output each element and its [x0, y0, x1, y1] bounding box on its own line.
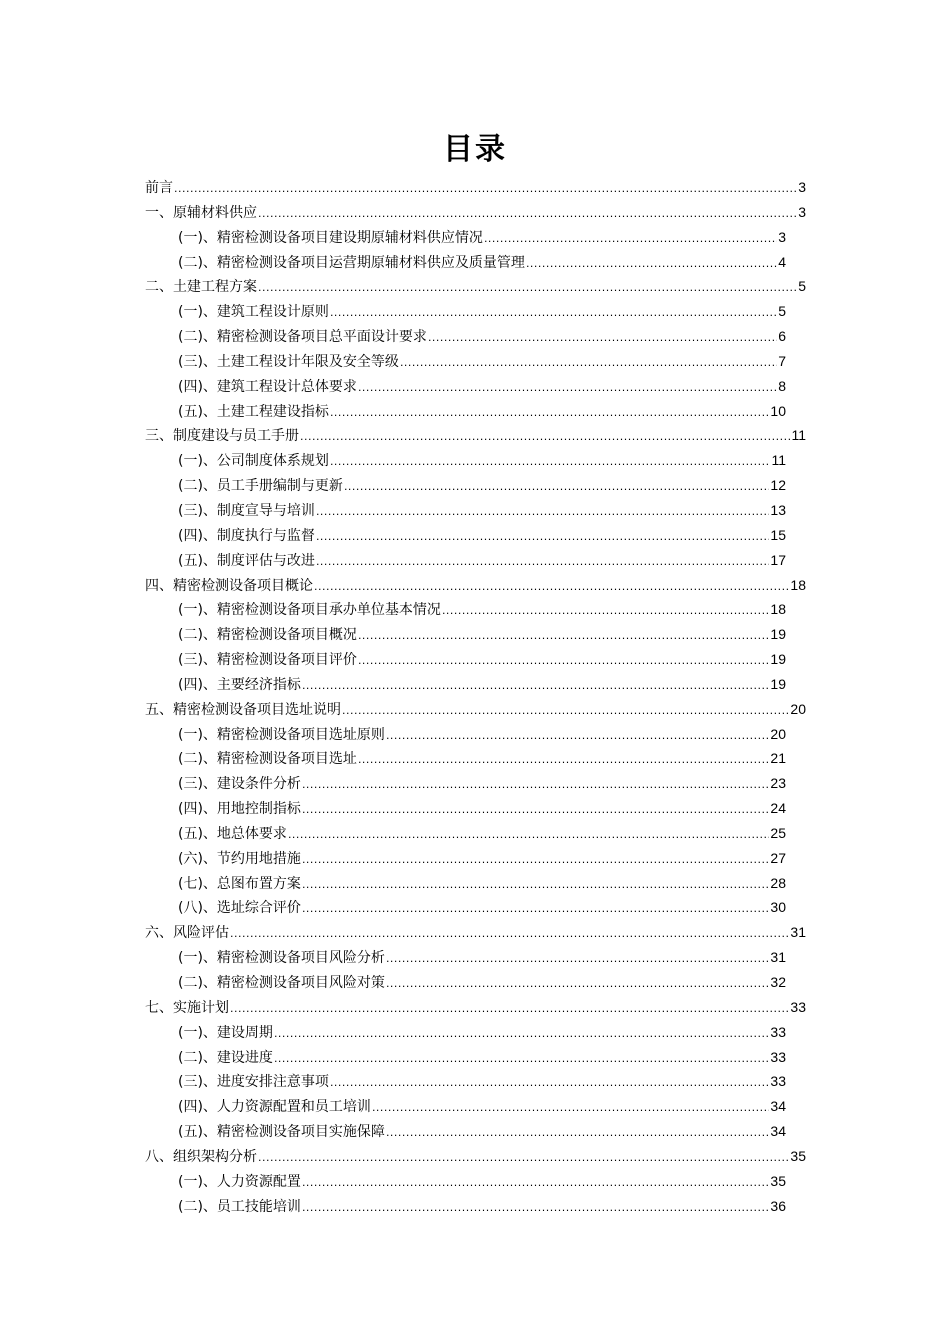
toc-section-entry[interactable] [145, 1094, 806, 1119]
toc-page-number: 6 [778, 328, 786, 345]
toc-dot-leader [302, 674, 769, 699]
toc-page-number: 13 [770, 501, 786, 518]
toc-page-number: 3 [778, 228, 786, 245]
toc-entry-label: (一)、精密检测设备项目建设期原辅材料供应情况 [178, 229, 483, 246]
toc-entry-label: (二)、员工技能培训 [178, 1198, 301, 1215]
toc-entry-label: (六)、节约用地措施 [178, 850, 301, 867]
toc-dot-leader [302, 773, 769, 798]
toc-section-entry[interactable] [145, 722, 806, 747]
toc-dot-leader [428, 326, 777, 351]
toc-chapter-entry[interactable] [145, 423, 806, 448]
toc-page-number: 20 [770, 725, 786, 742]
toc-section-entry[interactable] [145, 225, 806, 250]
toc-dot-leader [400, 351, 777, 376]
toc-page-number: 28 [770, 874, 786, 891]
toc-page-number: 35 [790, 1147, 806, 1164]
toc-section-entry[interactable] [145, 871, 806, 896]
toc-dot-leader [316, 550, 769, 575]
toc-page-number: 3 [798, 179, 806, 195]
toc-section-entry[interactable] [145, 399, 806, 424]
toc-entry-label: (五)、土建工程建设指标 [178, 403, 329, 420]
toc-page-number: 12 [770, 477, 786, 494]
toc-page-number: 5 [778, 303, 786, 320]
toc-page-number: 10 [770, 402, 786, 419]
toc-entry-label: (四)、用地控制指标 [178, 801, 301, 818]
toc-page-number: 33 [770, 1073, 786, 1090]
toc-dot-leader [358, 748, 769, 773]
toc-section-entry[interactable] [145, 473, 806, 498]
toc-section-entry[interactable] [145, 622, 806, 647]
toc-entry-label: (二)、精密检测设备项目运营期原辅材料供应及质量管理 [178, 254, 525, 271]
toc-dot-leader [302, 897, 769, 922]
toc-page-number: 32 [770, 974, 786, 990]
toc-entry-label: (四)、人力资源配置和员工培训 [178, 1099, 371, 1116]
toc-section-entry[interactable] [145, 1194, 806, 1219]
toc-dot-leader [330, 301, 777, 326]
toc-page-number: 18 [790, 576, 806, 593]
toc-section-entry[interactable] [145, 796, 806, 821]
toc-chapter-entry[interactable] [145, 697, 806, 722]
toc-page-number: 33 [790, 998, 806, 1015]
toc-entry-label: 三、制度建设与员工手册 [145, 428, 299, 445]
toc-dot-leader [526, 252, 777, 277]
toc-section-entry[interactable] [145, 647, 806, 672]
toc-dot-leader [274, 1022, 769, 1047]
toc-section-entry[interactable] [145, 746, 806, 771]
toc-dot-leader [442, 599, 769, 624]
toc-entry-label: (四)、主要经济指标 [178, 676, 301, 693]
toc-entry-label: (四)、建筑工程设计总体要求 [178, 378, 357, 395]
toc-page-number: 30 [770, 899, 786, 916]
toc-page-number: 7 [778, 352, 786, 369]
toc-dot-leader [300, 425, 790, 450]
toc-entry-label: (二)、建设进度 [178, 1049, 273, 1066]
toc-entry-label: (五)、制度评估与改进 [178, 552, 315, 569]
toc-dot-leader [316, 525, 769, 550]
toc-section-entry[interactable] [145, 523, 806, 548]
toc-chapter-entry[interactable] [145, 995, 806, 1020]
toc-section-entry[interactable] [145, 672, 806, 697]
toc-page-number: 15 [770, 526, 786, 543]
toc-section-entry[interactable] [145, 846, 806, 871]
toc-entry-label: (三)、建设条件分析 [178, 776, 301, 793]
toc-entry-label: (三)、制度宣导与培训 [178, 502, 315, 519]
toc-section-entry[interactable] [145, 895, 806, 920]
toc-page-number: 31 [770, 949, 786, 966]
page-title: 目录 [443, 132, 507, 167]
toc-entry-label: 二、土建工程方案 [145, 279, 257, 296]
toc-page-number: 34 [770, 1123, 786, 1140]
toc-page-number: 4 [778, 253, 786, 270]
toc-dot-leader [386, 972, 769, 997]
toc-entry-label: (二)、精密检测设备项目选址 [178, 751, 357, 768]
toc-page-number: 34 [770, 1098, 786, 1115]
toc-section-entry[interactable] [145, 945, 806, 970]
toc-dot-leader [314, 575, 789, 600]
toc-dot-leader [258, 276, 797, 301]
toc-page-number: 17 [770, 551, 786, 568]
toc-dot-leader [358, 649, 769, 674]
toc-chapter-entry[interactable] [145, 573, 806, 598]
toc-section-entry[interactable] [145, 498, 806, 523]
toc-entry-label: (二)、员工手册编制与更新 [178, 478, 343, 495]
toc-dot-leader [174, 177, 797, 202]
toc-entry-label: (五)、地总体要求 [178, 825, 287, 842]
table-of-contents [145, 175, 806, 1218]
toc-chapter-entry[interactable] [145, 920, 806, 945]
toc-page-number: 18 [770, 601, 786, 618]
toc-page-number: 31 [790, 924, 806, 941]
toc-section-entry[interactable] [145, 1119, 806, 1144]
toc-dot-leader [274, 1047, 769, 1072]
toc-page-number: 33 [770, 1023, 786, 1040]
toc-page-number: 27 [770, 849, 786, 866]
toc-section-entry[interactable] [145, 821, 806, 846]
toc-dot-leader [302, 798, 769, 823]
toc-chapter-entry[interactable] [145, 274, 806, 299]
toc-entry-label: (五)、精密检测设备项目实施保障 [178, 1124, 385, 1141]
toc-entry-label: (一)、精密检测设备项目承办单位基本情况 [178, 602, 441, 619]
toc-entry-label: (一)、建筑工程设计原则 [178, 304, 329, 321]
toc-dot-leader [358, 624, 769, 649]
toc-page-number: 25 [770, 824, 786, 841]
toc-entry-label: 五、精密检测设备项目选址说明 [145, 701, 341, 718]
toc-entry-label: (一)、建设周期 [178, 1024, 273, 1041]
toc-section-entry[interactable] [145, 597, 806, 622]
toc-section-entry[interactable] [145, 1045, 806, 1070]
toc-section-entry[interactable] [145, 548, 806, 573]
toc-entry-label: 一、原辅材料供应 [145, 204, 257, 221]
toc-section-entry[interactable] [145, 299, 806, 324]
toc-page-number: 24 [770, 800, 786, 817]
toc-entry-label: 前言 [145, 180, 173, 196]
toc-dot-leader [342, 699, 789, 724]
toc-page-number: 35 [770, 1172, 786, 1189]
toc-page-number: 21 [770, 750, 786, 767]
toc-section-entry[interactable] [145, 324, 806, 349]
toc-entry-label: (二)、精密检测设备项目总平面设计要求 [178, 329, 427, 346]
toc-dot-leader [258, 202, 797, 227]
toc-dot-leader [302, 873, 769, 898]
toc-entry-label: 四、精密检测设备项目概论 [145, 577, 313, 594]
toc-entry-label: (一)、人力资源配置 [178, 1173, 301, 1190]
toc-dot-leader [330, 1071, 769, 1096]
toc-dot-leader [302, 1196, 769, 1221]
toc-page-number: 20 [790, 700, 806, 717]
toc-chapter-entry[interactable] [145, 200, 806, 225]
toc-page-number: 19 [770, 651, 786, 668]
toc-page-number: 5 [798, 278, 806, 295]
toc-entry-label: (三)、土建工程设计年限及安全等级 [178, 353, 399, 370]
toc-entry-label: 七、实施计划 [145, 999, 229, 1016]
toc-page-number: 23 [770, 775, 786, 792]
toc-section-entry[interactable] [145, 1020, 806, 1045]
toc-entry-label: (八)、选址综合评价 [178, 900, 301, 917]
toc-page-number: 11 [771, 452, 786, 469]
toc-page-number: 33 [770, 1048, 786, 1065]
toc-page-number: 19 [770, 626, 786, 643]
toc-section-entry[interactable] [145, 374, 806, 399]
toc-dot-leader [330, 450, 771, 475]
toc-chapter-entry[interactable] [145, 175, 806, 200]
toc-dot-leader [302, 1171, 769, 1196]
toc-entry-label: 六、风险评估 [145, 925, 229, 942]
toc-dot-leader [288, 823, 769, 848]
toc-entry-label: (四)、制度执行与监督 [178, 527, 315, 544]
toc-entry-label: (一)、精密检测设备项目选址原则 [178, 726, 385, 743]
toc-page-number: 19 [770, 675, 786, 692]
toc-dot-leader [344, 475, 769, 500]
toc-dot-leader [330, 401, 769, 426]
toc-page-number: 36 [770, 1197, 786, 1214]
toc-entry-label: (一)、精密检测设备项目风险分析 [178, 950, 385, 967]
toc-dot-leader [230, 922, 789, 947]
toc-dot-leader [386, 724, 769, 749]
toc-dot-leader [372, 1096, 769, 1121]
toc-dot-leader [302, 848, 769, 873]
toc-section-entry[interactable] [145, 1069, 806, 1094]
toc-page-number: 3 [798, 203, 806, 220]
toc-dot-leader [386, 1121, 769, 1146]
toc-dot-leader [258, 1146, 789, 1171]
toc-entry-label: (三)、进度安排注意事项 [178, 1074, 329, 1091]
toc-section-entry[interactable] [145, 250, 806, 275]
toc-entry-label: (七)、总图布置方案 [178, 875, 301, 892]
toc-entry-label: (二)、精密检测设备项目风险对策 [178, 975, 385, 991]
toc-dot-leader [386, 947, 769, 972]
toc-entry-label: (一)、公司制度体系规划 [178, 453, 329, 470]
toc-section-entry[interactable] [145, 1169, 806, 1194]
toc-page-number: 8 [778, 377, 786, 394]
toc-dot-leader [358, 376, 777, 401]
toc-entry-label: (二)、精密检测设备项目概况 [178, 627, 357, 644]
toc-section-entry[interactable] [145, 349, 806, 374]
toc-section-entry[interactable] [145, 771, 806, 796]
toc-section-entry[interactable] [145, 970, 806, 995]
toc-dot-leader [230, 997, 789, 1022]
toc-entry-label: 八、组织架构分析 [145, 1148, 257, 1165]
toc-chapter-entry[interactable] [145, 1144, 806, 1169]
toc-dot-leader [484, 227, 777, 252]
toc-dot-leader [316, 500, 769, 525]
toc-section-entry[interactable] [145, 448, 806, 473]
toc-page-number: 11 [791, 427, 806, 444]
toc-entry-label: (三)、精密检测设备项目评价 [178, 652, 357, 669]
